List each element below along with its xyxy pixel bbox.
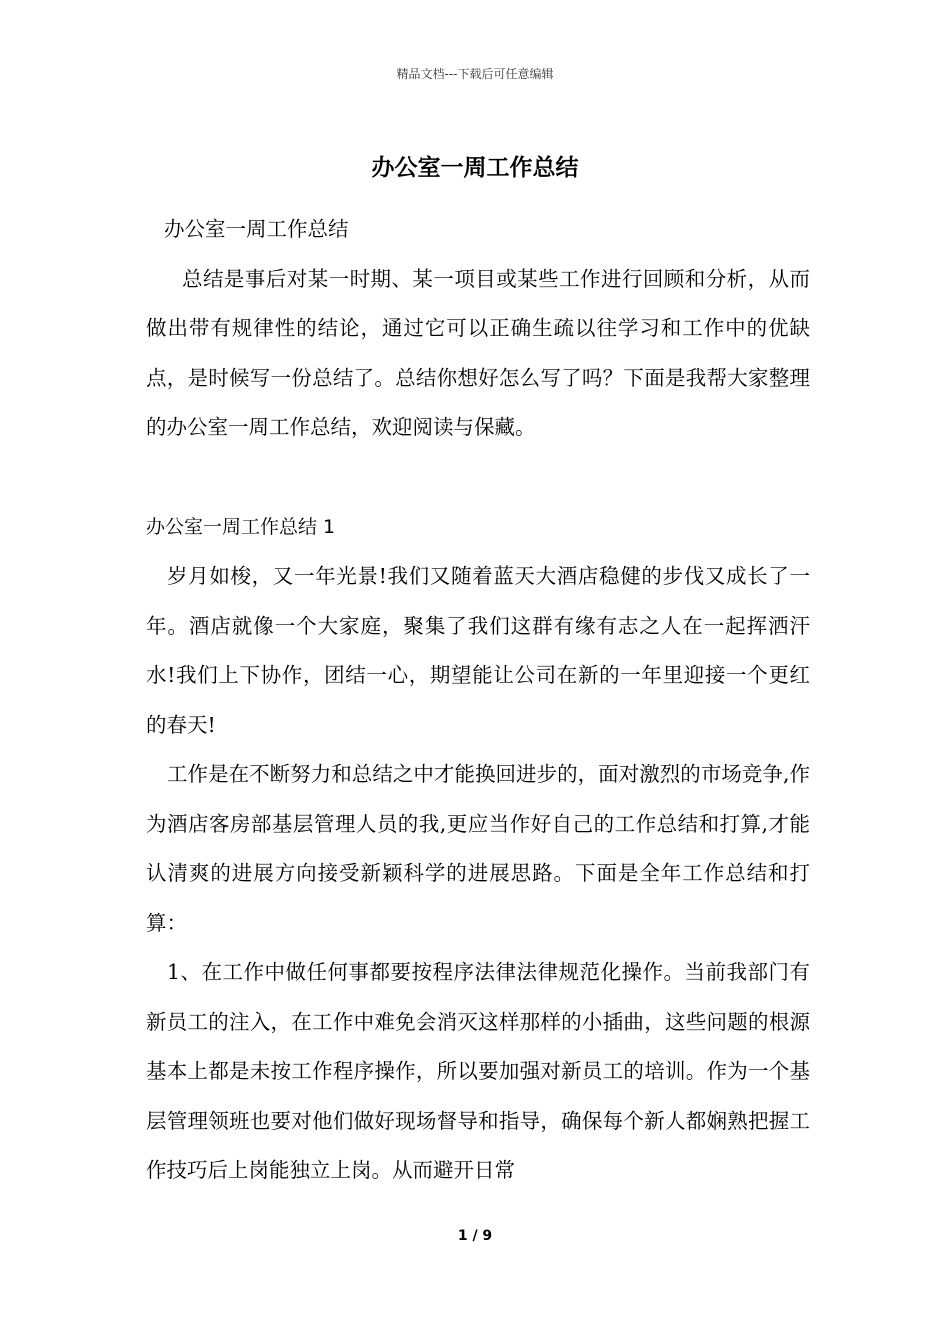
document-title: 办公室一周工作总结 <box>371 154 579 181</box>
body-paragraph: 岁月如梭，又一年光景!我们又随着蓝天大酒店稳健的步伐又成长了一年。酒店就像一个大家庭，聚集了我们这群有缘有志之人在一起挥洒汗水!我们上下协作，团结一心，期望能让公司在新的一年里迎接一个更红的春天! <box>146 564 810 737</box>
header-note: 精品文档---下载后可任意编辑 <box>396 67 554 81</box>
document-subtitle: 办公室一周工作总结 <box>164 217 349 241</box>
section-heading: 办公室一周工作总结 1 <box>146 515 336 538</box>
body-paragraph: 1、在工作中做任何事都要按程序法律法律规范化操作。当前我部门有新员工的注入，在工作中难免会消灭这样那样的小插曲，这些问题的根源基本上都是未按工作程序操作，所以要加强对新员工的培训。作为一个基层管理领班也要对他们做好现场督导和指导，确保每个新人都娴熟把握工作技巧后上岗能独立上岗。从而避开日常 <box>146 960 810 1182</box>
page-number: 1 / 9 <box>457 1228 493 1244</box>
intro-paragraph: 总结是事后对某一时期、某一项目或某些工作进行回顾和分析，从而做出带有规律性的结论，通过它可以正确生疏以往学习和工作中的优缺点，是时候写一份总结了。总结你想好怎么写了吗？下面是我帮大家整理的办公室一周工作总结，欢迎阅读与保藏。 <box>146 266 810 439</box>
document-body <box>146 205 810 1196</box>
body-paragraph: 工作是在不断努力和总结之中才能换回进步的，面对激烈的市场竞争,作为酒店客房部基层管理人员的我,更应当作好自己的工作总结和打算,才能认清爽的进展方向接受新颖科学的进展思路。下面是全年工作总结和打算： <box>146 762 810 935</box>
